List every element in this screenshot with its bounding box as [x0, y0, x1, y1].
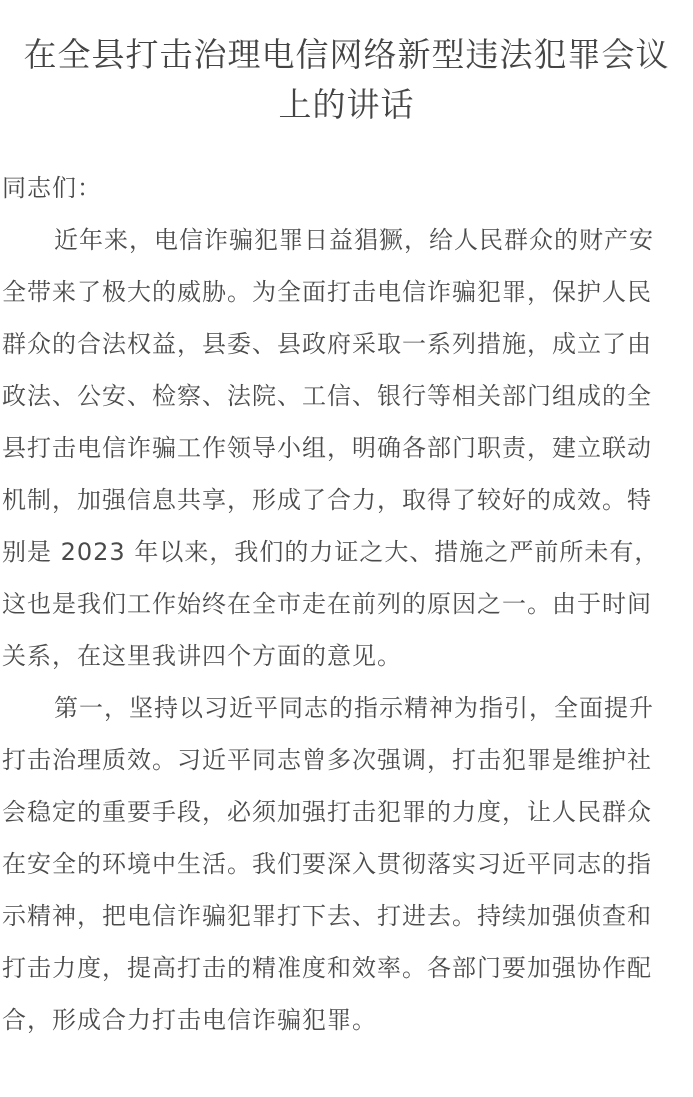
salutation: [2, 162, 692, 214]
paragraph-line: 政法、公安、检察、法院、工信、银行等相关部门组成的全: [2, 382, 652, 410]
document-title: [0, 0, 693, 130]
paragraph-line: 关系，在这里我讲四个方面的意见。: [2, 642, 402, 670]
paragraph-1: [2, 214, 692, 682]
paragraph-line: [2, 214, 692, 266]
paragraph-line: 全带来了极大的威胁。为全面打击电信诈骗犯罪，保护人民: [2, 278, 652, 306]
paragraph-line: 会稳定的重要手段，必须加强打击犯罪的力度，让人民群众: [2, 798, 652, 826]
paragraph-line: 机制，加强信息共享，形成了合力，取得了较好的成效。特: [2, 486, 652, 514]
paragraph-2: [2, 682, 692, 1046]
salutation-text: 同志们：: [2, 174, 102, 202]
paragraph-line: 县打击电信诈骗工作领导小组，明确各部门职责，建立联动: [2, 434, 652, 462]
document-body: [0, 162, 692, 1046]
paragraph-line: 打击力度，提高打击的精准度和效率。各部门要加强协作配: [2, 954, 652, 982]
paragraph-line: 在安全的环境中生活。我们要深入贯彻落实习近平同志的指: [2, 850, 652, 878]
paragraph-line: 这也是我们工作始终在全市走在前列的原因之一。由于时间: [2, 590, 652, 618]
paragraph-line: [2, 682, 692, 734]
paragraph-text: 近年来，电信诈骗犯罪日益猖獗，给人民群众的财产安: [54, 226, 654, 254]
paragraph-line: 合，形成合力打击电信诈骗犯罪。: [2, 1006, 377, 1034]
paragraph-line: 示精神，把电信诈骗犯罪打下去、打进去。持续加强侦查和: [2, 902, 652, 930]
title-line-1: 在全县打击治理电信网络新型违法犯罪会议: [23, 35, 670, 74]
paragraph-line: 群众的合法权益，县委、县政府采取一系列措施，成立了由: [2, 330, 652, 358]
title-line-2: 上的讲话: [278, 85, 415, 124]
paragraph-text: 第一，坚持以习近平同志的指示精神为指引，全面提升: [54, 694, 654, 722]
paragraph-line: 打击治理质效。习近平同志曾多次强调，打击犯罪是维护社: [2, 746, 652, 774]
paragraph-line: 别是 2023 年以来，我们的力证之大、措施之严前所未有，: [2, 538, 660, 566]
